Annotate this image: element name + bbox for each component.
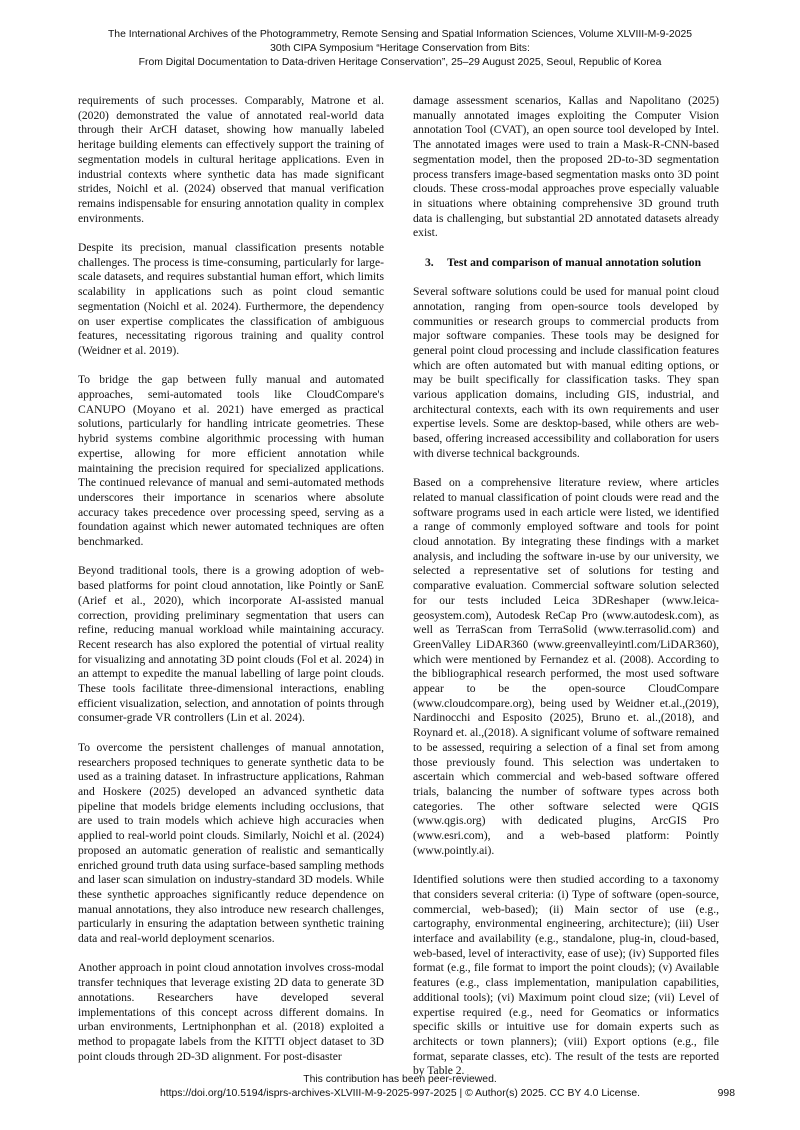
peer-review-note: This contribution has been peer-reviewed. — [303, 1074, 497, 1085]
paragraph: Several software solutions could be used for manual point cloud annotation, ranging from open-source tools developed by communities or research groups to commercial products from major software companies. These tools may be designed for general point cloud processing and include classification features which are often automated but with manual editing options, or may be built specifically for classification tasks. They span various application domains, including GIS, industrial, and architectural contexts, each with its own requirements and user expertise levels. Some are desktop-based, while others are web-based, offering increased accessibility and collaboration for users with diverse technical backgrounds. — [413, 285, 719, 460]
section-number: 3. — [425, 255, 434, 269]
journal-title: The International Archives of the Photogrammetry, Remote Sensing and Spatial Information Sciences, Volume XLVIII-M-9-2025 — [107, 29, 693, 40]
section-title: Test and comparison of manual annotation solution — [447, 255, 702, 269]
page-number: 998 — [717, 1088, 735, 1099]
left-column — [78, 94, 384, 1064]
paragraph: Based on a comprehensive literature review, where articles related to manual classification of point clouds were read and the software programs used in each article were listed, we identified a range of commonly employed software and tools for point cloud annotation. By integrating these findings with a market analysis, and including the software in-use by our university, we selected a representative set of solutions for testing and comparative evaluation. Commercial software solution selected for our tests included Leica 3DReshaper (www.leica-geosystem.com), Autodesk ReCap Pro (www.autodesk.com), as well as TerraScan from TerraSolid (www.terrasolid.com) and GreenValley LiDAR360 (www.greenvalleyintl.com/LiDAR360), which were mentioned by Fernandez et al. (2008). According to the bibliographical research performed, the most used software appear to be the open-source CloudCompare (www.cloudcompare.org), being used by Weidner et.al.,(2019), Nardinocchi and Esposito (2025), Bruno et. al.,(2018), and Roynard et. al.,(2018). A significant volume of software remained to be assessed, requiring a selection of a final set from among those previously found. This selection was undertaken to ascertain which commercial and web-based software offered trials, balancing the number of software types across both categories. The other software selected were QGIS (www.qgis.org) with dedicated plugins, ArcGIS Pro (www.esri.com), and a web-based platform: Pointly (www.pointly.ai). — [413, 476, 719, 857]
right-column — [413, 94, 719, 1079]
paragraph: damage assessment scenarios, Kallas and Napolitano (2025) manually annotated images exploiting the Computer Vision annotation Tool (CVAT), an open source tool developed by Intel. The annotated images were used to train a Mask-R-CNN-based segmentation model, then the proposed 2D-to-3D segmentation process transfers image-based segmentation masks onto 3D point clouds. These cross-modal approaches prove especially valuable in situations where obtaining comprehensive 3D ground truth data is challenging, but substantial 2D annotated datasets already exist. — [413, 94, 719, 240]
symposium-subtitle: From Digital Documentation to Data-driven Heritage Conservation”, 25–29 August 2025, Seoul, Republic of Korea — [138, 57, 662, 68]
paragraph: Beyond traditional tools, there is a growing adoption of web-based platforms for point cloud annotation, like Pointly or SanE (Arief et al., 2020), which incorporate AI-assisted manual correction, providing preliminary segmentation that users can refine, reducing manual workload while maintaining accuracy. Recent research has also explored the potential of virtual reality for visualizing and annotating 3D point clouds (Fol et al. 2024) in an attempt to expedite the manual labelling of large point clouds. These tools facilitate three-dimensional interactions, enabling efficient visualization, selection, and annotation of points through consumer-grade VR controllers (Lin et al. 2024). — [78, 564, 384, 725]
paragraph: Identified solutions were then studied according to a taxonomy that considers several criteria: (i) Type of software (open-source, commercial, web-based); (ii) Main sector of use (e.g., cartography, environmental engineering, architecture); (iii) User interface and availability (e.g., standalone, plug-in, cloud-based, web-based, level of interactivity, ease of use); (iv) Supported files format (e.g., file format to import the point clouds); (v) Available features (e.g., class implementation, manipulation capabilities, additional tools); (vi) Maximum point cloud size; (vii) Level of expertise required (e.g., need for Geomatics or informatics specific skills or intuitive use for domain experts such as architects or town planners); (viii) Export options (e.g., file format, separate classes, etc). The result of the tests are reported by Table 2. — [413, 873, 719, 1078]
paragraph: Despite its precision, manual classification presents notable challenges. The process is time-consuming, particularly for large-scale datasets, and requires substantial human effort, which limits scalability in applications such as point cloud semantic segmentation (Noichl et al. 2024). Furthermore, the dependency on user expertise complicates the classification of ambiguous features, necessitating rigorous training and quality control (Weidner et al. 2019). — [78, 241, 384, 357]
paragraph: To bridge the gap between fully manual and automated approaches, semi-automated tools like CloudCompare's CANUPO (Moyano et al. 2021) have emerged as practical solutions, particularly for handling intricate geometries. These hybrid systems combine algorithmic processing with human expertise, allowing for more efficient annotation while maintaining the precision required for specialized applications. The continued relevance of manual and semi-automated methods underscores their importance in scenarios where absolute accuracy takes precedence over processing speed, serving as a foundation against which newer automated techniques are often benchmarked. — [78, 373, 384, 549]
paragraph: To overcome the persistent challenges of manual annotation, researchers proposed techniques to generate synthetic data to be used as a training dataset. In infrastructure applications, Rahman and Hoskere (2025) developed an advanced synthetic data pipeline that models bridge elements including occlusions, that are used to train models which achieve high accuracies when applied to real-world point clouds. Similarly, Noichl et al. (2024) proposed an automatic generation of realistic and semantically enriched ground truth data using surface-based sampling methods and laser scan simulation on industry-standard 3D models. While these synthetic approaches significantly reduce dependence on manual annotations, they also introduce new research challenges, particularly in ensuring the adaptation between synthetic training data and real-world deployment scenarios. — [78, 740, 384, 946]
symposium-title: 30th CIPA Symposium “Heritage Conservation from Bits: — [270, 43, 530, 54]
page-footer — [40, 1073, 760, 1101]
page-header — [40, 28, 760, 70]
section-heading — [413, 256, 719, 271]
paragraph: requirements of such processes. Comparably, Matrone et al. (2020) demonstrated the value of annotated real-world data through their ArCH dataset, showing how manually labeled heritage building elements can effectively support the training of segmentation models in cultural heritage applications. Even in industrial contexts where synthetic data has made significant strides, Noichl et al. (2024) observed that manual verification remains indispensable for ensuring annotation quality in complex environments. — [78, 94, 384, 225]
paragraph: Another approach in point cloud annotation involves cross-modal transfer techniques that leverage existing 2D data to generate 3D annotations. Researchers have developed several implementations of this concept across different domains. In urban environments, Lertniphonphan et al. (2018) exploited a method to propagate labels from the KITTI object dataset to 3D point clouds through 2D-3D alignment. For post-disaster — [78, 961, 384, 1063]
doi-license-line: https://doi.org/10.5194/isprs-archives-XLVIII-M-9-2025-997-2025 | © Author(s) 2025. CC BY 4.0 License. — [159, 1088, 641, 1099]
